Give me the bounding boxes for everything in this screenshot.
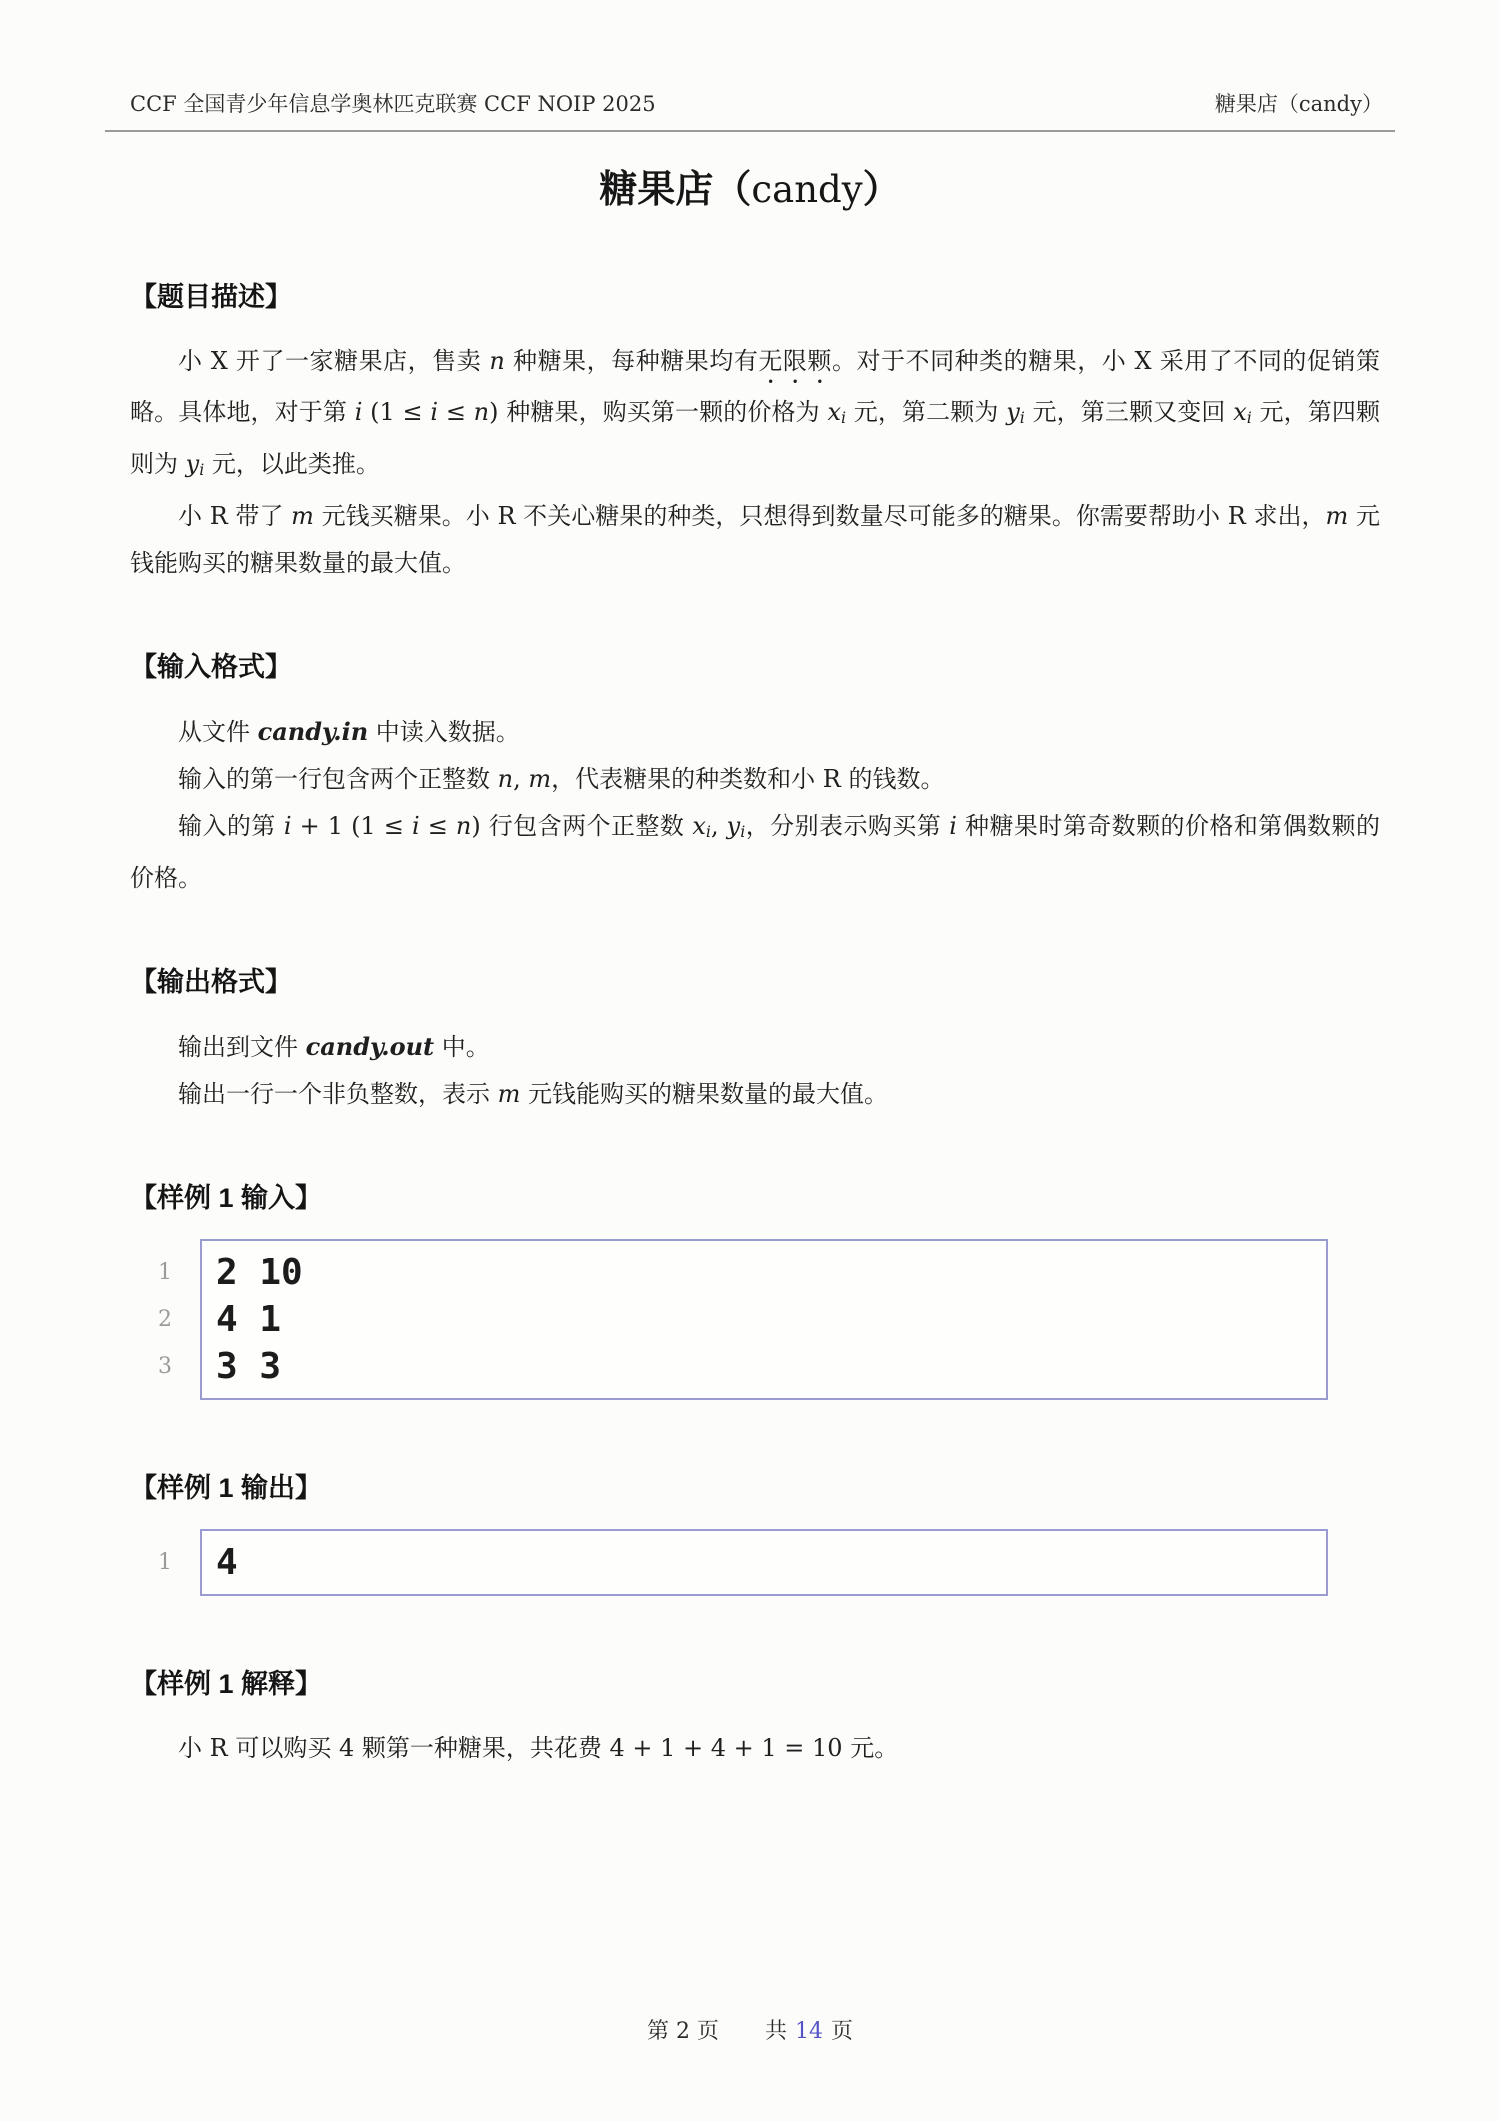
math-text: ): [489, 398, 499, 426]
section-heading-input-format: 【输入格式】: [130, 651, 292, 682]
input-filename: candy.in: [257, 716, 369, 746]
math-text: ,: [513, 764, 529, 793]
text-segment: 输入的第: [178, 811, 284, 840]
math-text: ≤: [419, 811, 456, 840]
title-cn: 糖果店: [599, 169, 714, 211]
text-segment: ，分别表示购买第: [745, 811, 950, 840]
text-segment: 种糖果，每种糖果均有: [504, 347, 759, 375]
text-segment: 中读入数据。: [368, 717, 520, 746]
footer-total-pages-link[interactable]: 14: [794, 2019, 823, 2044]
text-segment: 种糖果时第奇数颗的价格和第偶数颗的价格。: [130, 811, 1380, 892]
paragraph-input-3: [130, 803, 1380, 902]
footer-total-label: 共: [764, 2019, 787, 2044]
math-var: y: [1006, 398, 1020, 426]
code-line: 3 3: [216, 1345, 282, 1387]
line-number: 1: [158, 1549, 172, 1575]
math-text: ≤: [438, 398, 474, 426]
math-subscript: i: [1246, 407, 1252, 427]
sample1-input-code: [200, 1239, 1328, 1400]
section-heading-sample1-explanation: 【样例 1 解释】: [130, 1668, 323, 1699]
paragraph-explanation-1: [130, 1725, 1380, 1772]
text-segment: ，代表糖果的种类数和小 R 的钱数。: [551, 764, 945, 793]
footer-current-page: 第 2 页: [646, 2019, 719, 2044]
math-text: (1 ≤: [362, 398, 431, 426]
math-text: + 1 (1 ≤: [291, 811, 412, 840]
title-latin: candy: [751, 168, 863, 211]
paragraph-output-2: [130, 1071, 1380, 1118]
section-heading-description: 【题目描述】: [130, 282, 292, 312]
footer-total-suffix: 页: [830, 2019, 853, 2044]
text-segment: 。对于不同种类的糖果，小 X 采用了不同的促销策略。具体地，对于第: [130, 347, 1380, 426]
math-var: n: [497, 764, 514, 793]
page-footer: [0, 2014, 1500, 2045]
math-var: m: [528, 764, 552, 793]
math-var: i: [283, 811, 292, 840]
header-problem-name: 糖果店（candy）: [1214, 92, 1383, 116]
header-contest-name: CCF 全国青少年信息学奥林匹克联赛 CCF NOIP 2025: [130, 92, 656, 116]
math-subscript: i: [1019, 407, 1025, 427]
math-text: 4 + 1 + 4 + 1 = 10: [609, 1733, 843, 1762]
sample1-output-block: [130, 1529, 1380, 1596]
math-text: ): [471, 811, 481, 840]
paragraph-description-1: [130, 338, 1380, 493]
line-number: 1: [158, 1259, 172, 1285]
line-number-gutter: [130, 1239, 200, 1400]
text-segment: 元钱能购买的糖果数量的最大值。: [520, 1079, 889, 1108]
paragraph-description-2: [130, 493, 1380, 587]
text-segment: 从文件: [178, 717, 258, 746]
math-subscript: i: [705, 821, 711, 841]
emphasized-text: 无限颗: [758, 347, 832, 375]
math-var: i: [411, 811, 420, 840]
math-subscript: i: [840, 407, 847, 427]
title-paren-close: ）: [862, 169, 901, 211]
section-heading-output-format: 【输出格式】: [130, 966, 292, 997]
paragraph-output-1: [130, 1023, 1380, 1071]
code-line: 4: [216, 1541, 238, 1583]
sample1-input-block: [130, 1239, 1380, 1400]
text-segment: 元，第三颗又变回: [1024, 398, 1234, 426]
line-number: 3: [158, 1353, 172, 1379]
text-segment: 元，第四颗则为: [130, 398, 1380, 478]
math-var: m: [291, 501, 314, 530]
text-segment: 元钱买糖果。小 R 不关心糖果的种类，只想得到数量尽可能多的糖果。你需要帮助小 R 求出，: [313, 501, 1326, 530]
text-segment: 小 R 可以购买 4 颗第一种糖果，共花费: [178, 1733, 610, 1762]
title-paren-open: （: [713, 169, 752, 211]
math-var: x: [692, 811, 706, 840]
math-var: m: [497, 1079, 521, 1108]
math-subscript: i: [740, 821, 746, 841]
text-segment: 种糖果，购买第一颗的价格为: [498, 398, 828, 426]
code-line: 4 1: [216, 1298, 282, 1340]
line-number: 2: [158, 1306, 172, 1332]
text-segment: 中。: [434, 1032, 490, 1061]
math-var: i: [354, 398, 363, 426]
page-title: [0, 158, 1500, 213]
line-number-gutter: [130, 1529, 200, 1596]
text-segment: 行包含两个正整数: [480, 811, 693, 840]
text-segment: 元，第二颗为: [846, 398, 1007, 426]
math-var: x: [827, 398, 841, 426]
paragraph-input-2: [130, 756, 1380, 803]
text-segment: 小 X 开了一家糖果店，售卖: [178, 347, 490, 375]
math-text: ,: [710, 811, 727, 840]
text-segment: 元。: [842, 1733, 899, 1762]
text-segment: 输入的第一行包含两个正整数: [178, 764, 498, 793]
paragraph-input-1: [130, 708, 1380, 756]
math-var: n: [455, 811, 472, 840]
math-var: n: [489, 347, 505, 375]
text-segment: 元钱能购买的糖果数量的最大值。: [130, 501, 1380, 577]
document-content: [130, 275, 1380, 1772]
math-var: y: [726, 811, 741, 840]
section-heading-sample1-output: 【样例 1 输出】: [130, 1472, 323, 1503]
math-var: y: [185, 449, 200, 478]
output-filename: candy.out: [305, 1031, 435, 1061]
page-header: [105, 0, 1395, 132]
math-var: x: [1233, 398, 1247, 426]
code-line: 2 10: [216, 1251, 303, 1293]
math-var: n: [473, 398, 490, 426]
text-segment: 小 R 带了: [178, 501, 292, 530]
text-segment: 元，以此类推。: [204, 449, 380, 478]
math-var: i: [430, 398, 439, 426]
math-var: i: [949, 811, 957, 840]
math-var: m: [1325, 501, 1349, 530]
math-subscript: i: [199, 459, 205, 479]
text-segment: 输出到文件: [178, 1032, 306, 1061]
section-heading-sample1-input: 【样例 1 输入】: [130, 1182, 323, 1213]
sample1-output-code: [200, 1529, 1328, 1596]
text-segment: 输出一行一个非负整数，表示: [178, 1079, 498, 1108]
